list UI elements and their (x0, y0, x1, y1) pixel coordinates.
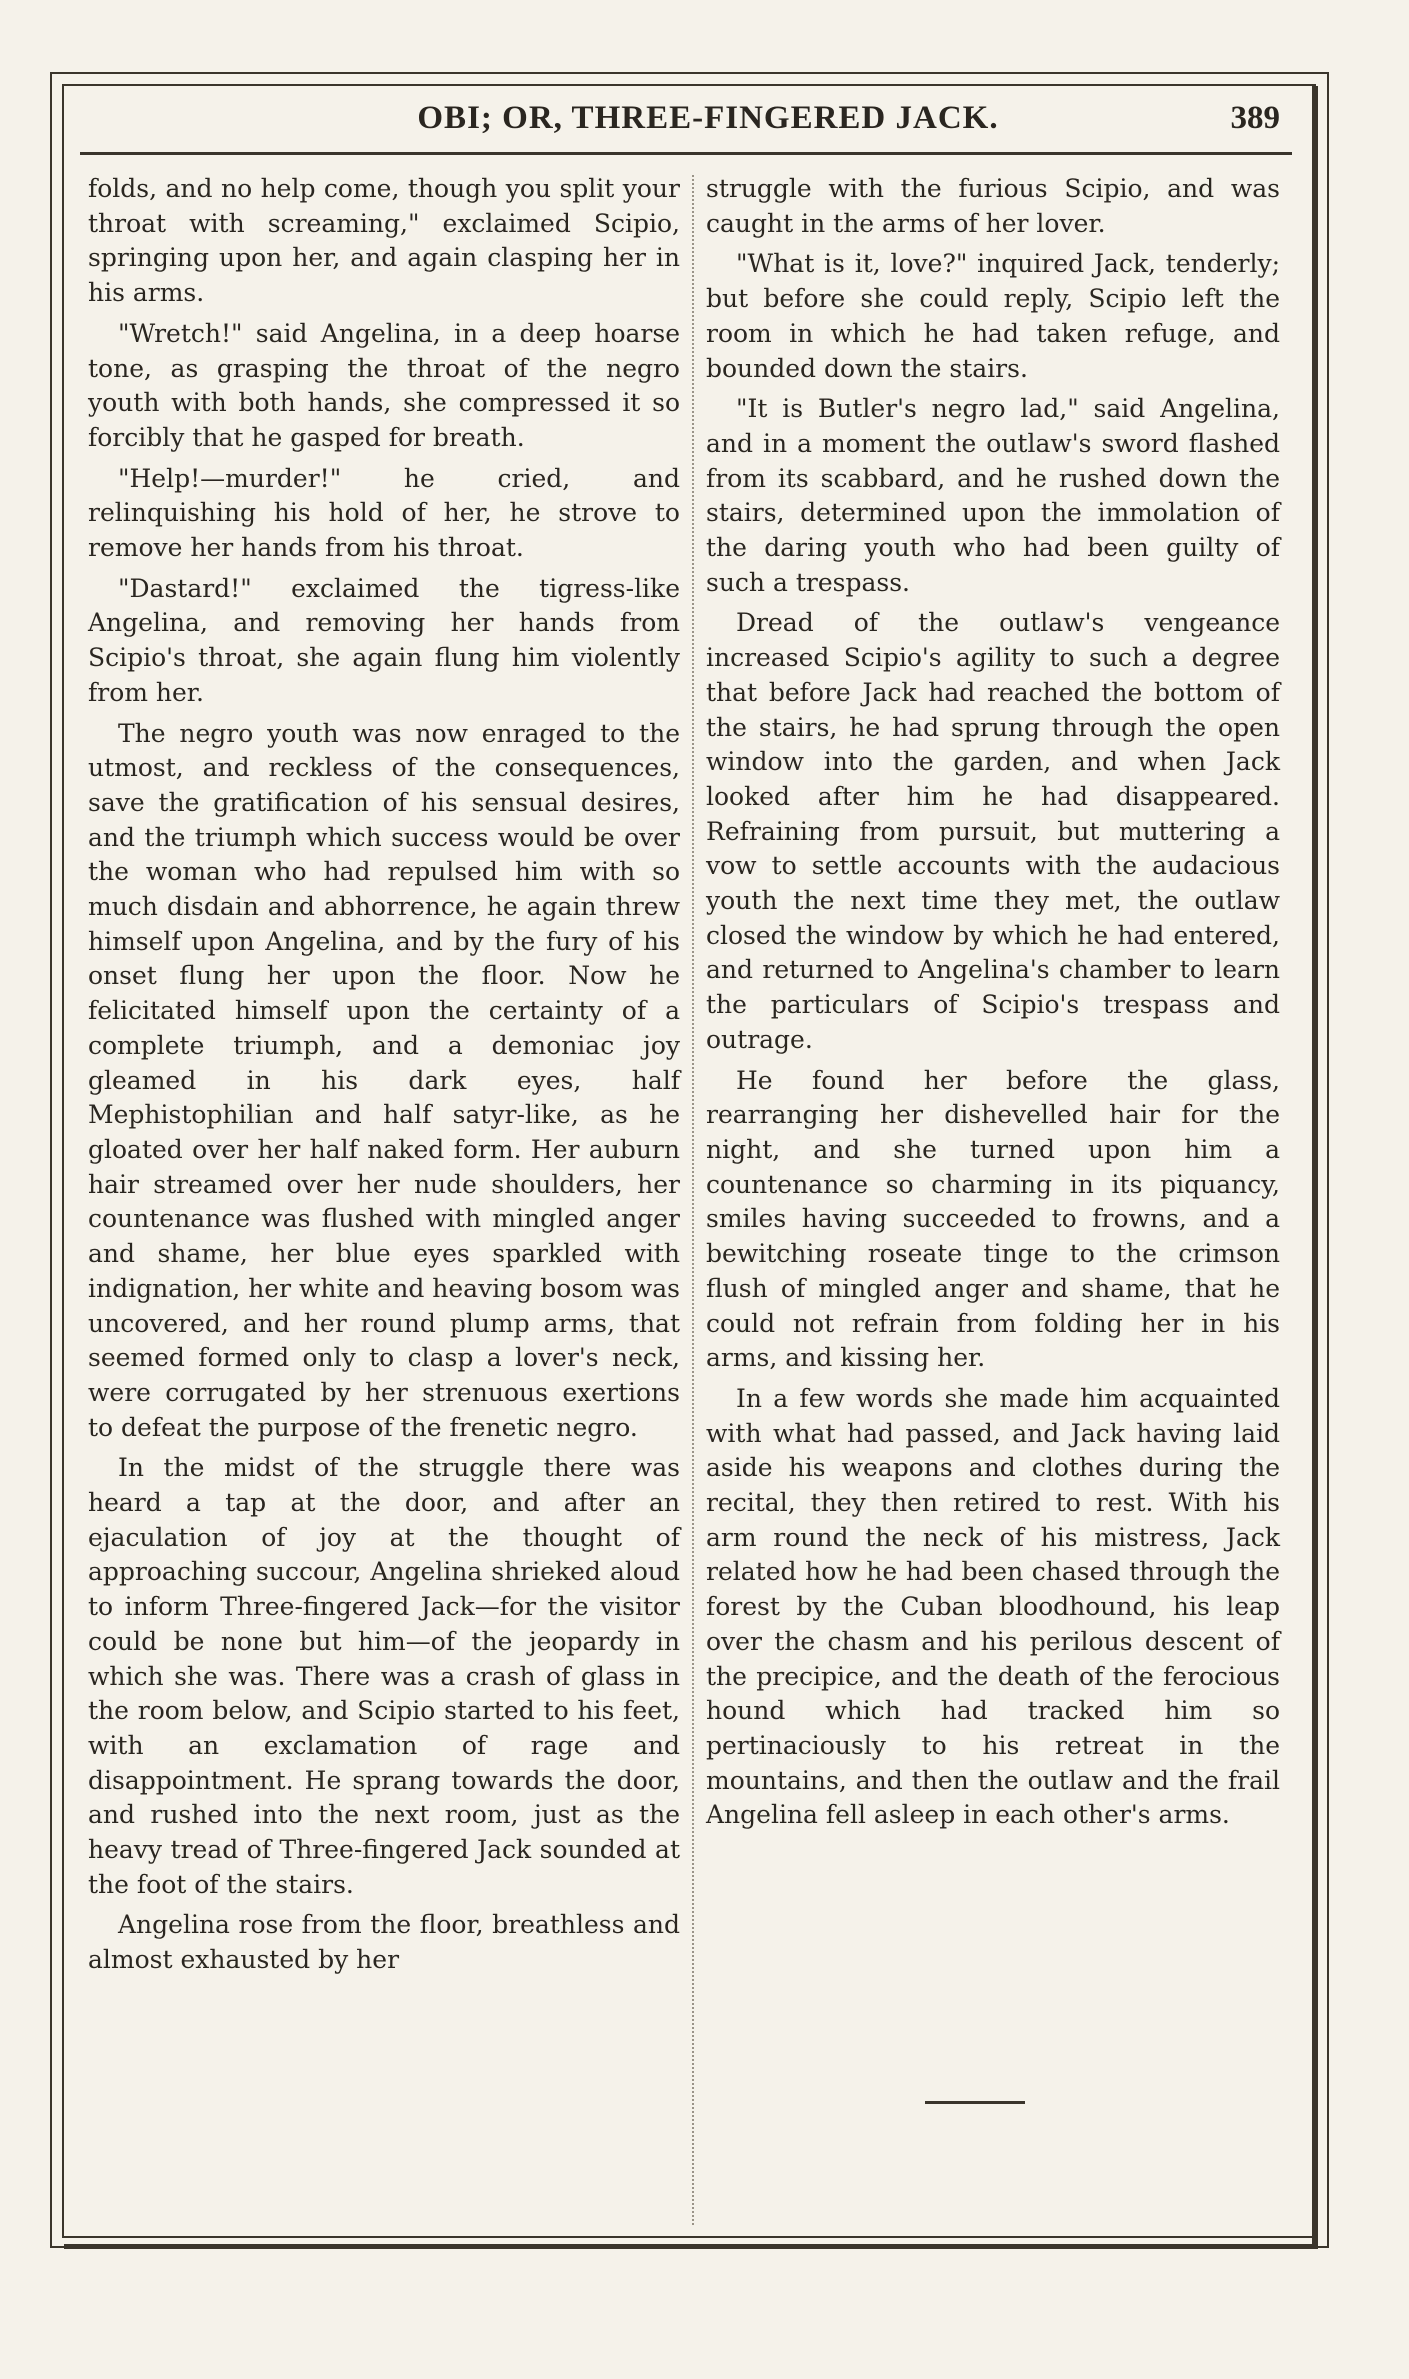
page-number: 389 (1230, 100, 1280, 136)
column-divider (692, 175, 695, 2225)
left-column (88, 172, 680, 1984)
paragraph: "It is Butler's negro lad," said Angelina, and in a moment the outlaw's sword flashed from its scabbard, and he rushed down the stairs, determined upon the immolation of the daring youth who had been guilty of such a trespass. (706, 394, 1280, 597)
page-border-shadow-bottom (64, 2244, 1318, 2249)
paragraph: In a few words she made him acquainted with what had passed, and Jack having laid aside his weapons and clothes during the recital, they then retired to rest. With his arm round the neck of his mistress, Jack related how he had been chased through the forest by the Cuban bloodhound, his leap over the chasm and his perilous descent of the precipice, and the death of the ferocious hound which had tracked him so pertinaciously to his retreat in the mountains, and then the outlaw and the frail Angelina fell asleep in each other's arms. (706, 1383, 1280, 1830)
paragraph: "Wretch!" said Angelina, in a deep hoarse tone, as grasping the throat of the negro youth with both hands, she compressed it so forcibly that he gasped for breath. (88, 318, 680, 452)
header-rule (80, 152, 1292, 155)
paragraph: Dread of the outlaw's vengeance increased Scipio's agility to such a degree that before Jack had reached the bottom of the stairs, he had sprung through the open window into the garden, and when Jack looked after him he had disappeared. Refraining from pursuit, but muttering a vow to settle accounts with the audacious youth the next time they met, the outlaw closed the window by which he had entered, and returned to Angelina's chamber to learn the particulars of Scipio's trespass and outrage. (706, 608, 1280, 1054)
paragraph: The negro youth was now enraged to the utmost, and reckless of the consequences, save the gratification of his sensual desires, and the triumph which success would be over the woman who had repulsed him with so much disdain and abhorrence, he again threw himself upon Angelina, and by the fury of his onset flung her upon the floor. Now he felicitated himself upon the certainty of a complete triumph, and a demoniac joy gleamed in his dark eyes, half Mephistophilian and half satyr-like, as he gloated over her half naked form. Her auburn hair streamed over her nude shoulders, her countenance was flushed with mingled anger and shame, her blue eyes sparkled with indignation, her white and heaving bosom was uncovered, and her round plump arms, that seemed formed only to clasp a lover's neck, were corrugated by her strenuous exertions to defeat the purpose of the frenetic negro. (88, 718, 680, 1442)
page-border-shadow-right (1312, 86, 1318, 2246)
paragraph: "What is it, love?" inquired Jack, tenderly; but before she could reply, Scipio left the room in which he had taken refuge, and bounded down the stairs. (706, 249, 1280, 383)
running-title: OBI; OR, THREE-FINGERED JACK. (417, 100, 999, 136)
paragraph: "Dastard!" exclaimed the tigress-like Angelina, and removing her hands from Scipio's throat, she again flung him violently from her. (88, 573, 680, 707)
paragraph: struggle with the furious Scipio, and was caught in the arms of her lover. (706, 174, 1280, 238)
paragraph: folds, and no help come, though you split your throat with screaming," exclaimed Scipio, springing upon her, and again clasping her in his arms. (88, 174, 680, 308)
paragraph: Angelina rose from the floor, breathless and almost exhausted by her (88, 1910, 680, 1975)
right-column (706, 172, 1280, 1839)
end-rule (925, 2101, 1025, 2104)
paragraph: In the midst of the struggle there was heard a tap at the door, and after an ejaculation of joy at the thought of approaching succour, Angelina shrieked aloud to inform Three-fingered Jack—for the visitor could be none but him—of the jeopardy in which she was. There was a crash of glass in the room below, and Scipio started to his feet, with an exclamation of rage and disappointment. He sprang towards the door, and rushed into the next room, just as the heavy tread of Three-fingered Jack sounded at the foot of the stairs. (88, 1453, 680, 1899)
paragraph: He found her before the glass, rearranging her dishevelled hair for the night, and she turned upon him a countenance so charming in its piquancy, smiles having succeeded to frowns, and a bewitching roseate tinge to the crimson flush of mingled anger and shame, that he could not refrain from folding her in his arms, and kissing her. (706, 1065, 1280, 1373)
paragraph: "Help!—murder!" he cried, and relinquishing his hold of her, he strove to remove her hands from his throat. (88, 463, 680, 563)
